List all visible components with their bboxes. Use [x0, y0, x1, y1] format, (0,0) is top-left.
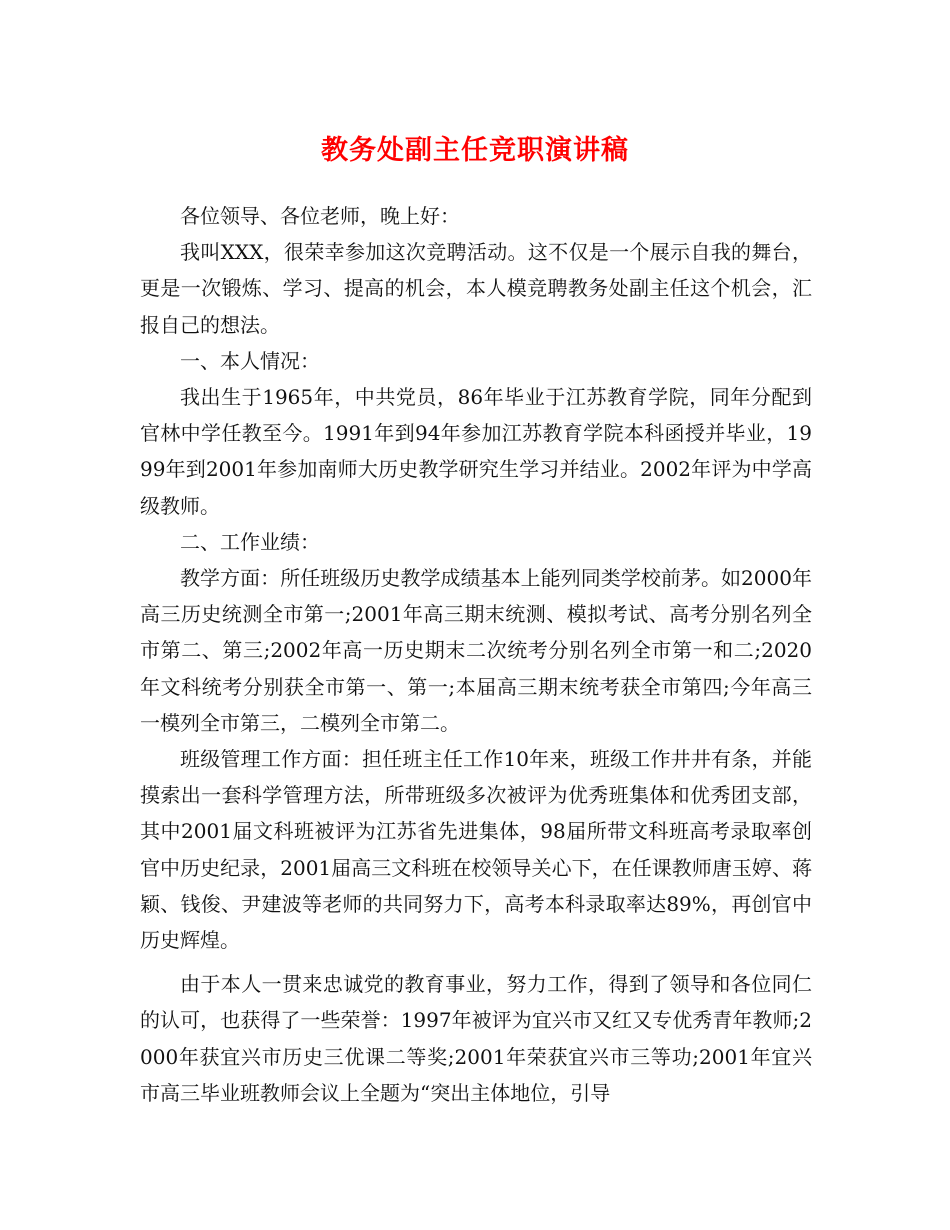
- intro-paragraph: 我叫XXX，很荣幸参加这次竞聘活动。这不仅是一个展示自我的舞台，更是一次锻炼、学习、提高的机会，本人模竞聘教务处副主任这个机会，汇报自己的想法。: [140, 240, 812, 337]
- personal-info-paragraph: 我出生于1965年，中共党员，86年毕业于江苏教育学院，同年分配到官林中学任教至今。1991年到94年参加江苏教育学院本科函授并毕业，1999年到2001年参加南师大历史教学研究生学习并结业。2002年评为中学高级教师。: [140, 385, 812, 518]
- teaching-paragraph: 教学方面：所任班级历史教学成绩基本上能列同类学校前茅。如2000年高三历史统测全市第一;2001年高三期末统测、模拟考试、高考分别名列全市第二、第三;2002年高一历史期末二次统考分别名列全市第一和二;2020年文科统考分别获全市第一、第一;本届高三期末统考获全市第四;今年高三一模列全市第三，二模列全市第二。: [140, 566, 812, 735]
- section-heading-achievements: 二、工作业绩：: [180, 529, 320, 554]
- section-heading-personal: 一、本人情况：: [180, 348, 320, 373]
- honors-paragraph: 由于本人一贯来忠诚党的教育事业，努力工作，得到了领导和各位同仁的认可，也获得了一些荣誉：1997年被评为宜兴市又红又专优秀青年教师;2000年获宜兴市历史三优课二等奖;2001年荣获宜兴市三等功;2001年宜兴市高三毕业班教师会议上全题为“突出主体地位，引导: [140, 972, 812, 1105]
- document-body: [140, 198, 812, 1111]
- document-title: 教务处副主任竞职演讲稿: [321, 135, 629, 166]
- greeting-paragraph: 各位领导、各位老师，晚上好：: [180, 204, 460, 228]
- class-management-paragraph: 班级管理工作方面：担任班主任工作10年来，班级工作井井有条，并能摸索出一套科学管理方法，所带班级多次被评为优秀班集体和优秀团支部，其中2001届文科班被评为江苏省先进集体，98届所带文科班高考录取率创官中历史纪录，2001届高三文科班在校领导关心下，在任课教师唐玉婷、蒋颖、钱俊、尹建波等老师的共同努力下，高考本科录取率达89%，再创官中历史辉煌。: [140, 747, 812, 953]
